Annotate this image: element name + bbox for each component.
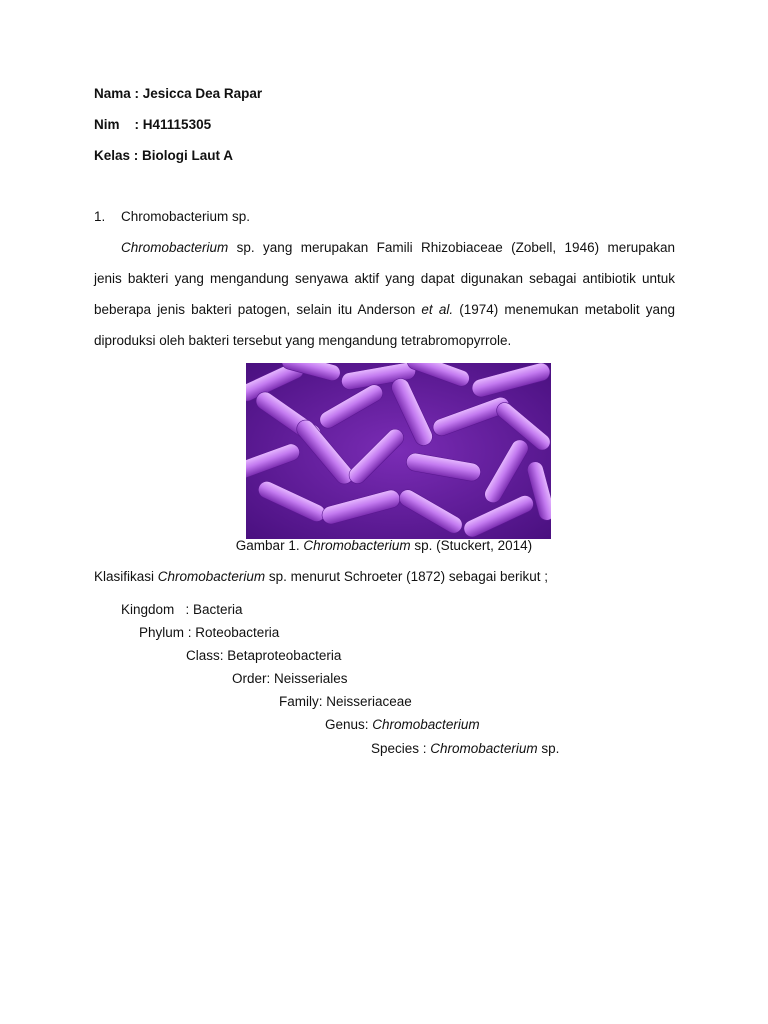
order-line: Order: Neisseriales — [232, 671, 348, 686]
kingdom-line: Kingdom : Bacteria — [121, 602, 243, 617]
species-suffix: sp. — [537, 741, 560, 756]
phylum-line: Phylum : Roteobacteria — [139, 625, 280, 640]
name-label: Nama — [94, 86, 131, 101]
section-number: 1. — [94, 209, 106, 224]
family-line: Family: Neisseriaceae — [279, 694, 412, 709]
genus-value: Chromobacterium — [372, 717, 480, 732]
paragraph-text: (1974) menemukan metabolit yang — [453, 302, 675, 317]
paragraph-line-2: jenis bakteri yang mengandung senyawa aktif yang dapat digunakan sebagai antibiotik untuk — [94, 271, 675, 286]
caption-text: Gambar 1. — [235, 538, 304, 553]
class-line-taxon: Class: Betaproteobacteria — [186, 648, 342, 663]
class-line: Kelas : Biologi Laut A — [94, 148, 234, 163]
nim-line: Nim : H41115305 — [94, 117, 212, 132]
species-value: Chromobacterium — [430, 741, 538, 756]
bacteria-micrograph — [246, 363, 551, 539]
paragraph-line-4: diproduksi oleh bakteri tersebut yang mengandung tetrabromopyrrole. — [94, 333, 512, 348]
kelas-label: Kelas — [94, 148, 131, 163]
paragraph-line-3 — [94, 302, 675, 318]
paragraph-line-1 — [121, 240, 675, 256]
paragraph-text: beberapa jenis bakteri patogen, selain itu Anderson — [94, 302, 422, 317]
intro-italic: Chromobacterium — [157, 569, 266, 584]
species-line — [371, 741, 559, 757]
genus-italic: Chromobacterium — [121, 240, 229, 255]
classification-intro — [94, 569, 548, 585]
name-line: Nama : Jesicca Dea Rapar — [94, 86, 263, 101]
species-label: Species : — [371, 741, 431, 756]
intro-text: sp. menurut Schroeter (1872) sebagai berikut ; — [265, 569, 548, 584]
genus-line — [325, 717, 480, 733]
genus-label: Genus: — [325, 717, 373, 732]
name-value: Jesicca Dea Rapar — [142, 86, 263, 101]
figure-caption — [0, 538, 768, 554]
et-al-italic: et al. — [421, 302, 454, 317]
caption-italic: Chromobacterium — [303, 538, 411, 553]
kelas-value: Biologi Laut A — [142, 148, 234, 163]
section-title: Chromobacterium sp. — [121, 209, 251, 224]
intro-text: Klasifikasi — [94, 569, 158, 584]
nim-value: H41115305 — [142, 117, 212, 132]
caption-text: sp. (Stuckert, 2014) — [410, 538, 533, 553]
nim-label: Nim — [94, 117, 120, 132]
paragraph-text: sp. yang merupakan Famili Rhizobiaceae (Zobell, 1946) merupakan — [228, 240, 675, 255]
